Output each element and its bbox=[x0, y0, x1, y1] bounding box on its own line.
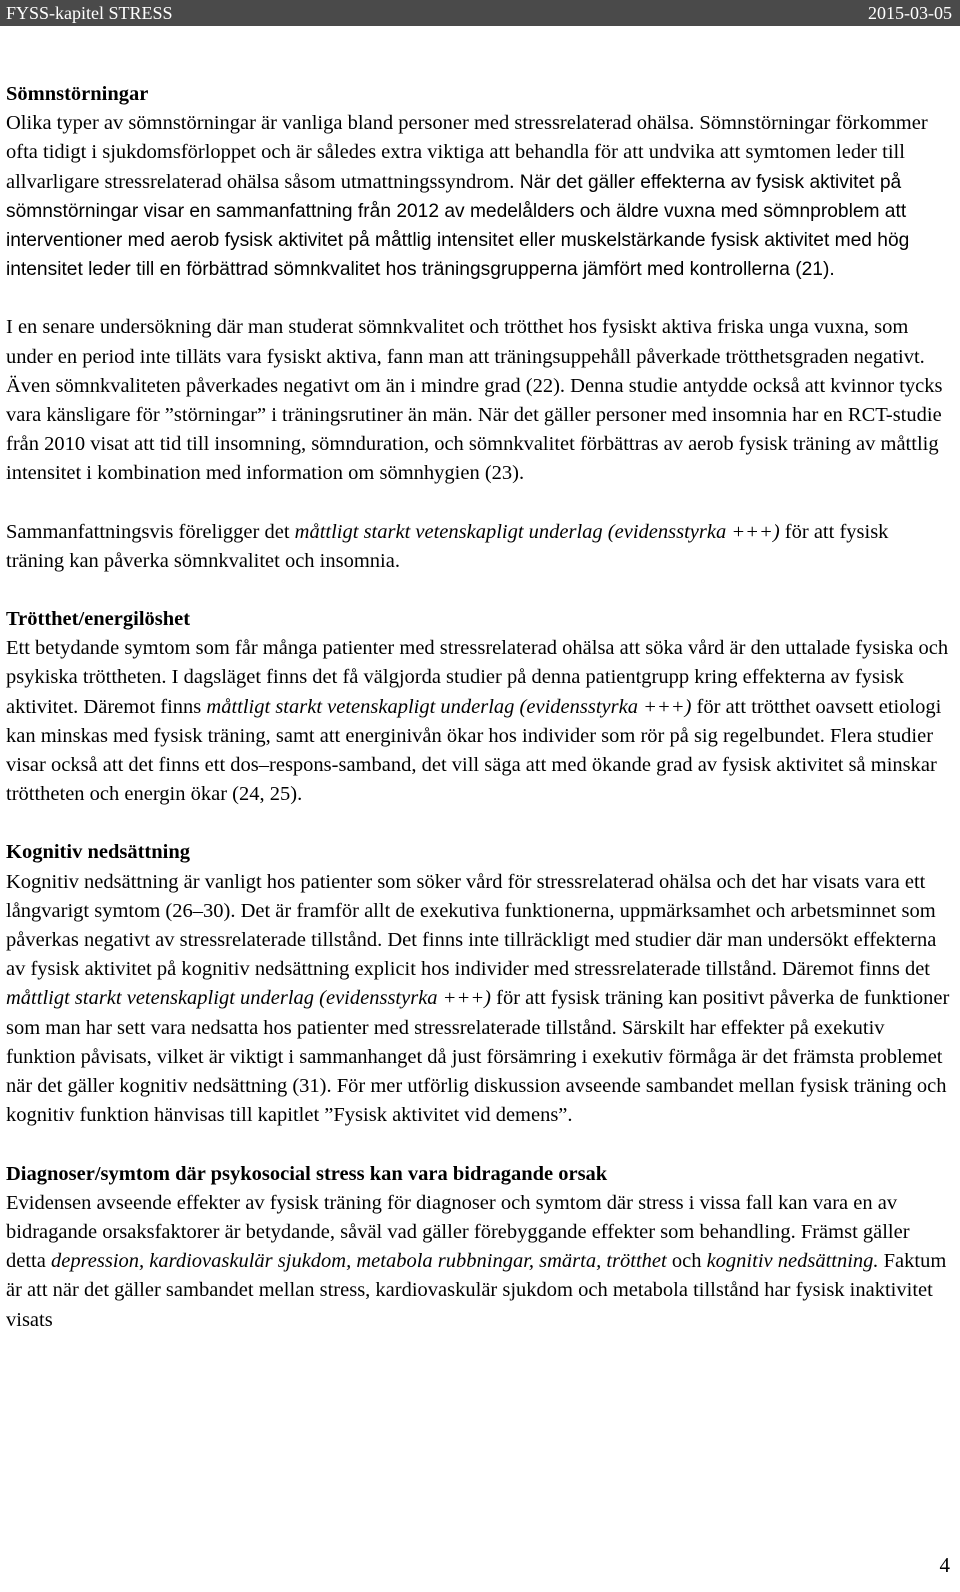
section-somn-summary bbox=[6, 518, 951, 576]
evidence-emphasis: måttligt starkt vetenskapligt underlag (evidensstyrka +++) bbox=[294, 520, 780, 543]
paragraph-text: Faktum är att när det gäller sambandet mellan stress, kardiovaskulär sjukdom och metabola tillstånd har fysisk inaktivitet visats bbox=[6, 1250, 947, 1331]
page-content bbox=[6, 80, 951, 1364]
page-number: 4 bbox=[939, 1553, 950, 1577]
paragraph bbox=[6, 1160, 951, 1335]
paragraph-text: När det gäller effekterna av fysisk aktivitet på sömnstörningar visar en sammanfattning från 2012 av medelålders och äldre vuxna med sömnproblem att interventioner med aerob fysisk aktivitet på måttlig intensitet eller muskelstärkande fysisk aktivitet med hög intensitet leder till en förbättrad sömnkvalitet hos träningsgrupperna jämfört med kontrollerna (21). bbox=[6, 171, 910, 281]
paragraph-text: för att fysisk träning kan positivt påverka de funktioner som man har sett vara nedsatta hos patienter med stressrelaterade tillstånd. Särskilt har effekter på exekutiv funktion påvisats, vilket är viktigt i sammanhanget då just försämring i exekutiv förmåga är det främsta problemet när det gäller kognitiv nedsättning (31). För mer utförlig diskussion avseende sambandet mellan fysisk träning och kognitiv funktion hänvisas till kapitlet ”Fysisk aktivitet vid demens”. bbox=[6, 987, 950, 1127]
evidence-emphasis: måttligt starkt vetenskapligt underlag (evidensstyrka +++) bbox=[206, 695, 692, 718]
section-heading: Trötthet/energilöshet bbox=[6, 608, 191, 631]
diagnosis-emphasis: depression, kardiovaskulär sjukdom, metabola rubbningar, smärta, trötthet bbox=[50, 1250, 667, 1273]
section-diagnoser bbox=[6, 1160, 951, 1335]
paragraph bbox=[6, 80, 951, 284]
section-trotthet bbox=[6, 605, 951, 809]
section-heading: Sömnstörningar bbox=[6, 83, 149, 105]
paragraph: I en senare undersökning där man studerat sömnkvalitet och trötthet hos fysiskt aktiva friska unga vuxna, som under en period inte tilläts vara fysiskt aktiva, fann man att träningsuppehåll påverkade trötthetsgraden negativt. Även sömnkvaliteten påverkades negativt om än i mindre grad (22). Denna studie antydde också att kvinnor tycks vara känsligare för ”störningar” i träningsrutiner än män. När det gäller personer med insomnia har en RCT-studie från 2010 visat att tid till insomning, sömnduration, och sömnkvalitet förbättras av aerob fysisk träning av måttlig intensitet i kombination med information om sömnhygien (23). bbox=[6, 316, 943, 485]
paragraph-text: för att fysisk träning kan påverka sömnkvalitet och insomnia. bbox=[6, 520, 889, 572]
paragraph-text: och bbox=[666, 1250, 707, 1273]
paragraph-text: Ett betydande symtom som får många patienter med stressrelaterad ohälsa att söka vård är den uttalade fysiska och psykiska tröttheten. I dagsläget finns det få välgjorda studier på denna patientgrupp kring effekterna av fysisk aktivitet. Däremot finns bbox=[6, 637, 949, 718]
paragraph bbox=[6, 605, 951, 809]
document-date: 2015-03-05 bbox=[868, 3, 952, 23]
paragraph bbox=[6, 838, 951, 1130]
paragraph-text: Evidensen avseende effekter av fysisk träning för diagnoser och symtom där stress i vissa fall kan vara en av bidragande orsaksfaktorer är betydande, såväl vad gäller förebyggande effekter som behandling. Främst gäller detta bbox=[6, 1191, 910, 1273]
section-heading: Diagnoser/symtom där psykosocial stress kan vara bidragande orsak bbox=[6, 1162, 608, 1185]
page-header bbox=[0, 0, 960, 26]
paragraph-text: Kognitiv nedsättning är vanligt hos patienter som söker vård för stressrelaterad ohälsa och det har visats vara ett långvarigt symtom (26–30). Det är framför allt de exekutiva funktionerna, uppmärksamhet och arbetsminnet som påverkas negativt av stressrelaterade tillstånd. Det finns inte tillräckligt med studier där man undersökt effekterna av fysisk aktivitet på kognitiv nedsättning explicit hos individer med stressrelaterade tillstånd. Däremot finns det bbox=[6, 870, 937, 981]
section-kognitiv bbox=[6, 838, 951, 1130]
paragraph-text: Olika typer av sömnstörningar är vanliga bland personer med stressrelaterad ohälsa. Sömnstörningar förkommer ofta tidigt i sjukdomsförloppet och är således extra viktiga att behandla för att undvika att symtomen leder till allvarligare stressrelaterad ohälsa såsom utmattningssyndrom. bbox=[6, 112, 928, 193]
paragraph bbox=[6, 518, 951, 576]
document-title: FYSS-kapitel STRESS bbox=[6, 3, 173, 23]
evidence-emphasis: måttligt starkt vetenskapligt underlag (evidensstyrka +++) bbox=[6, 987, 492, 1010]
section-heading: Kognitiv nedsättning bbox=[6, 841, 190, 864]
section-somn-paragraph-2 bbox=[6, 313, 951, 488]
section-somnstorningar bbox=[6, 80, 951, 284]
diagnosis-emphasis: kognitiv nedsättning. bbox=[706, 1250, 879, 1273]
paragraph-text: för att trötthet oavsett etiologi kan minskas med fysisk träning, samt att energinivån ökar hos individer som rör på sig regelbundet. Flera studier visar också att det finns ett dos–respons-samband, det vill säga att med ökande grad av fysisk aktivitet så minskar tröttheten och energin ökar (24, 25). bbox=[6, 695, 942, 806]
paragraph-text: Sammanfattningsvis föreligger det bbox=[6, 520, 295, 543]
